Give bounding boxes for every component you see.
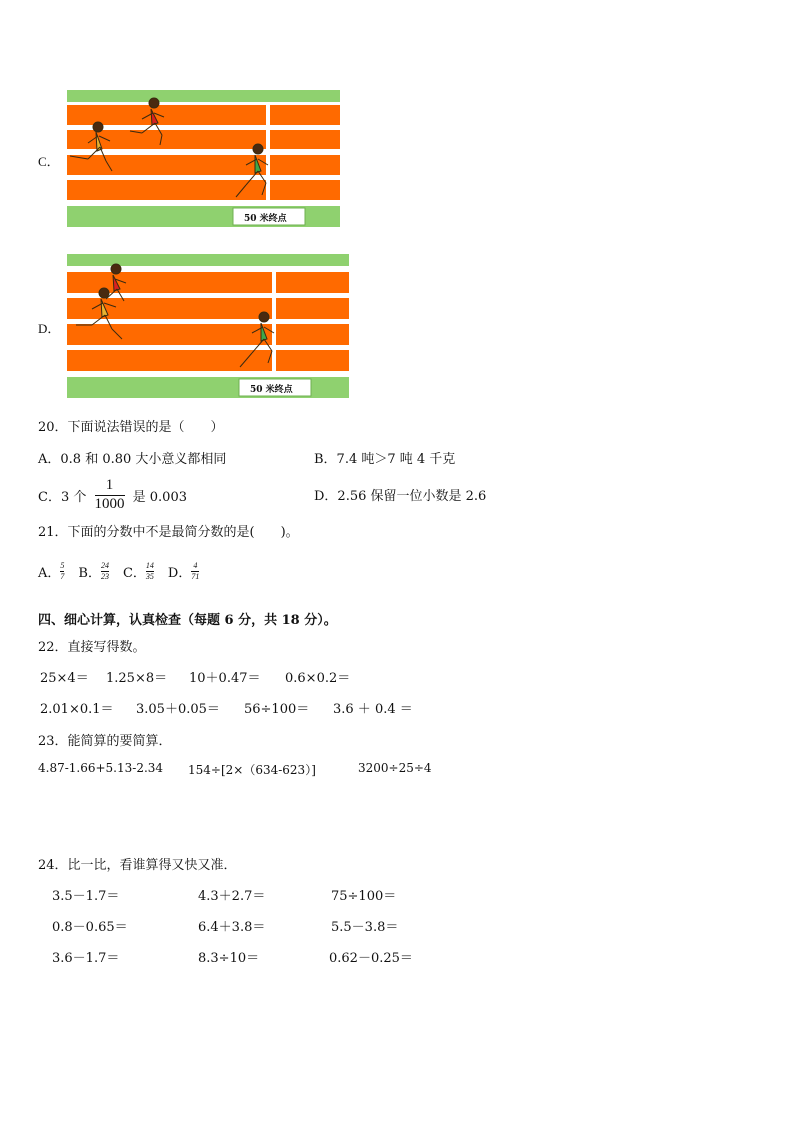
q22-item: 10＋0.47＝ (189, 671, 261, 686)
grass-top (67, 90, 340, 102)
fraction-numerator: 1 (105, 477, 114, 493)
q21-option-label: A． (38, 566, 61, 582)
q21-fraction (101, 562, 109, 582)
grass-top (67, 254, 349, 266)
q20-option-c-fraction (95, 478, 125, 513)
q20-stem: 20．下面说法错误的是（ ） (38, 420, 224, 435)
fraction-numerator: 14 (145, 561, 154, 570)
fraction-numerator: 4 (193, 561, 198, 570)
q21-option-label: B． (78, 566, 101, 582)
q22-stem: 22．直接写得数。 (38, 640, 146, 655)
option-c-finish-sign-text: 50 米终点 (244, 214, 287, 224)
q21-stem: 21．下面的分数中不是最简分数的是( )。 (38, 525, 299, 540)
q20-option-b: B．7.4 吨＞7 吨 4 千克 (314, 452, 456, 467)
q20-option-c-suffix: 是 0.003 (132, 489, 187, 505)
option-d-label: D． (38, 321, 61, 336)
q20-option-c (38, 478, 187, 513)
fraction-denominator: 35 (145, 572, 154, 582)
q24-item: 3.6－1.7＝ (52, 951, 120, 966)
q24-stem: 24．比一比，看谁算得又快又准． (38, 858, 237, 873)
q20-option-c-prefix: C．3 个 (38, 489, 87, 505)
option-c-label: C． (38, 154, 60, 169)
option-c-track-figure (66, 89, 342, 229)
q20-option-a: A．0.8 和 0.80 大小意义都相同 (38, 452, 227, 467)
q21-option-a (38, 562, 64, 582)
track-c-svg (66, 89, 342, 229)
q22-item: 1.25×8＝ (106, 671, 168, 686)
q21-option-c (123, 562, 154, 582)
q21-option-d (168, 562, 199, 582)
track-d-svg (66, 253, 350, 399)
q21-options (38, 562, 199, 582)
fraction-numerator: 24 (100, 561, 109, 570)
option-d-finish-sign-text: 50 米终点 (250, 385, 293, 395)
option-d-track-figure (66, 253, 350, 399)
q24-item: 75÷100＝ (331, 889, 397, 904)
q22-item: 25×4＝ (40, 671, 89, 686)
q21-option-label: C． (122, 566, 146, 582)
q23-item: 154÷[2×（634-623）] (188, 763, 316, 777)
q21-option-b (78, 562, 109, 582)
q23-stem: 23．能简算的要简算． (38, 734, 172, 749)
q23-item: 4.87-1.66+5.13-2.34 (38, 761, 164, 775)
q21-fraction (60, 562, 64, 582)
q24-item: 5.5－3.8＝ (331, 920, 399, 935)
q20-option-d: D．2.56 保留一位小数是 2.6 (314, 489, 487, 504)
q22-item: 0.6×0.2＝ (285, 671, 351, 686)
q24-item: 3.5－1.7＝ (52, 889, 120, 904)
section-4-heading: 四、细心计算，认真检查（每题 6 分，共 18 分）。 (38, 613, 337, 628)
q21-fraction (146, 562, 154, 582)
q22-item: 56÷100＝ (244, 702, 310, 717)
q22-item: 3.05＋0.05＝ (136, 702, 220, 717)
fraction-denominator: 1000 (94, 495, 125, 512)
q24-item: 0.8－0.65＝ (52, 920, 128, 935)
fraction-denominator: 71 (191, 572, 200, 582)
q23-item: 3200÷25÷4 (358, 761, 432, 775)
q24-item: 8.3÷10＝ (198, 951, 260, 966)
fraction-denominator: 23 (100, 572, 109, 582)
q24-item: 4.3＋2.7＝ (198, 889, 266, 904)
fraction-denominator: 7 (60, 572, 65, 582)
q21-option-label: D． (167, 566, 192, 582)
q21-fraction (191, 562, 199, 582)
q22-item: 3.6 ＋ 0.4 ＝ (333, 702, 413, 717)
q24-item: 0.62－0.25＝ (329, 951, 413, 966)
fraction-numerator: 5 (60, 561, 65, 570)
q22-item: 2.01×0.1＝ (40, 702, 114, 717)
q24-item: 6.4＋3.8＝ (198, 920, 266, 935)
